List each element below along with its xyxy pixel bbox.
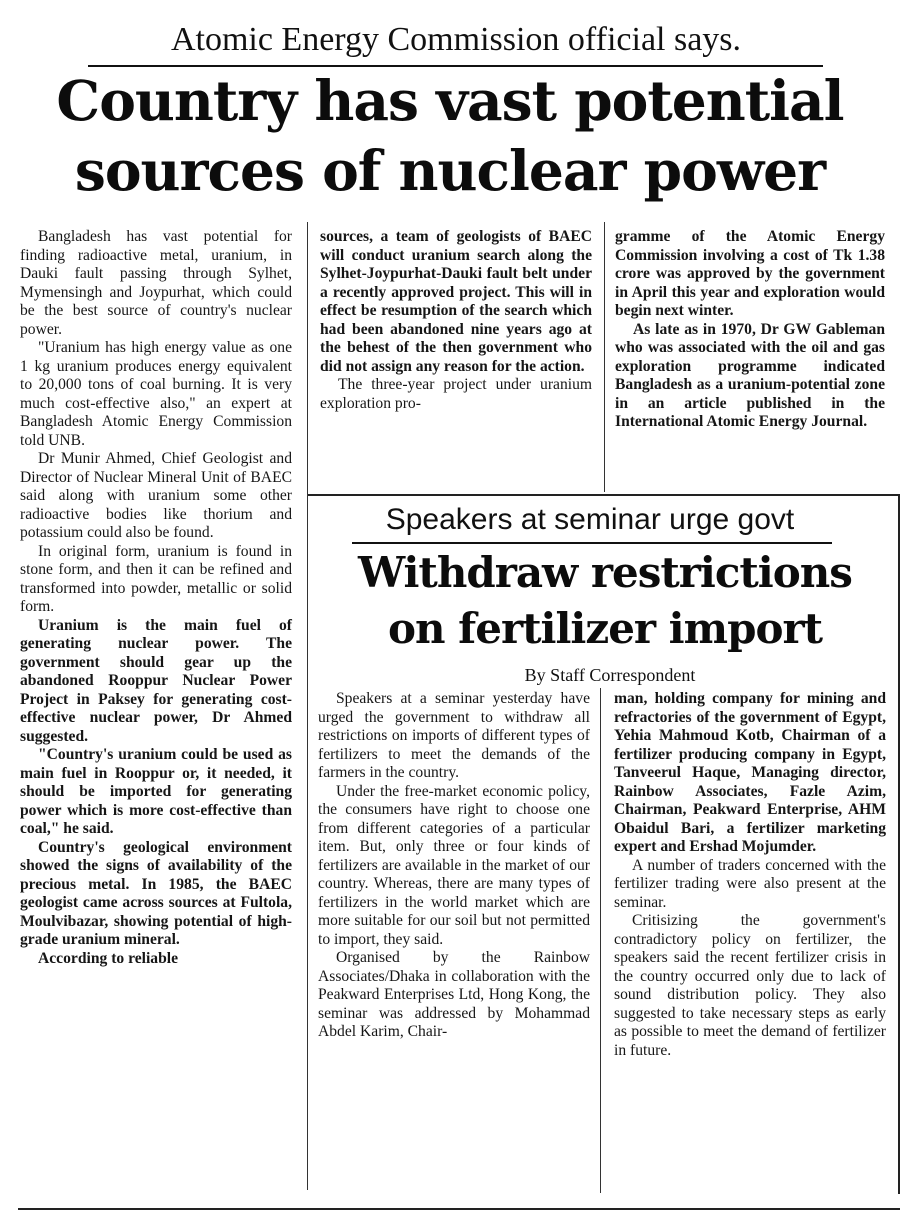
article1-headline bbox=[10, 66, 890, 206]
paragraph: "Country's uranium could be used as main fuel in Rooppur or, it needed, it should be imported for generating power which is more cost-effective than coal," he said. bbox=[20, 746, 292, 837]
article2-column-1 bbox=[318, 690, 590, 1190]
article1-column-1 bbox=[20, 228, 292, 1188]
paragraph: Uranium is the main fuel of generating nuclear power. The government should gear up the abandoned Rooppur Nuclear Power Project in Paksey for generating cost-effective nuclear power, Dr Ahmed suggested. bbox=[20, 616, 292, 745]
paragraph: sources, a team of geologists of BAEC will conduct uranium search along the Sylhet-Joypurhat-Dauki fault belt under a recently approved project. This will in effect be resumption of the search which had been abandoned nine years ago at the behest of the then government who did not assign any reason for the action. bbox=[320, 228, 592, 375]
paragraph: The three-year project under uranium exploration pro- bbox=[320, 376, 592, 412]
paragraph: "Uranium has high energy value as one 1 kg uranium produces energy equivalent to 20,000 tons of coal burning. It is very much cost-effective also," an expert at Bangladesh Atomic Energy Commission told UNB. bbox=[20, 339, 292, 449]
article1-headline-line1: Country has vast potential bbox=[56, 68, 844, 133]
byline: By Staff Correspondent bbox=[524, 665, 696, 685]
article2-box-border-top bbox=[308, 494, 900, 496]
article1-column-2 bbox=[320, 228, 592, 490]
paragraph: As late as in 1970, Dr GW Gableman who was associated with the oil and gas exploration programme indicated Bangladesh as a uranium-potential zone in an article published in the International Atomic Energy Journal. bbox=[615, 320, 885, 430]
paragraph: Speakers at a seminar yesterday have urged the government to withdraw all restrictions on imports of different types of fertilizers to meet the demands of the farmers in the country. bbox=[318, 690, 590, 781]
column-divider bbox=[307, 222, 308, 1190]
article1-column-3 bbox=[615, 228, 885, 490]
paragraph: Organised by the Rainbow Associates/Dhaka in collaboration with the Peakward Enterprises Ltd, Hong Kong, the seminar was addressed by Mohammad Abdel Karim, Chair- bbox=[318, 949, 590, 1040]
article2-column-2 bbox=[614, 690, 886, 1190]
paragraph: gramme of the Atomic Energy Commission involving a cost of Tk 1.38 crore was approved by the government in April this year and exploration would begin next winter. bbox=[615, 228, 885, 319]
kicker-underline bbox=[352, 542, 832, 544]
paragraph: Under the free-market economic policy, the consumers have right to choose one from different categories of a particular item. But, only three or four kinds of fertilizers are available in the market of our country. Whereas, there are many types of fertilizers in the world market which are more suitable for our soil but not permitted to import, they said. bbox=[318, 782, 590, 948]
article2-box-border-right bbox=[898, 494, 900, 1194]
paragraph: A number of traders concerned with the fertilizer trading were also present at the seminar. bbox=[614, 856, 886, 911]
paragraph: Country's geological environment showed the signs of availability of the precious metal. In 1985, the BAEC geologist came across sources at Fultola, Moulvibazar, showing potential of high-grade uranium mineral. bbox=[20, 838, 292, 948]
column-divider bbox=[604, 222, 605, 492]
paragraph: man, holding company for mining and refractories of the government of Egypt, Yehia Mahmoud Kotb, Chairman of a fertilizer producing company in Egypt, Tanveerul Haque, Managing director, Rainbow Associates, Fazle Azim, Chairman, Peakward Enterprise, AHM Obaidul Bari, a fertilizer marketing expert and Ershad Mojumder. bbox=[614, 690, 886, 855]
article2-headline-line2: on fertilizer import bbox=[388, 604, 822, 653]
paragraph: Bangladesh has vast potential for finding radioactive metal, uranium, in Dauki fault passing through Sylhet, Mymensingh and Joypurhat, which could be the best source of country's nuclear power. bbox=[20, 228, 292, 338]
bottom-rule bbox=[18, 1208, 900, 1210]
column-divider bbox=[600, 688, 601, 1193]
article1-kicker: Atomic Energy Commission official says. bbox=[170, 21, 742, 58]
article2-headline-line1: Withdraw restrictions bbox=[358, 548, 852, 597]
article1-headline-line2: sources of nuclear power bbox=[74, 138, 826, 203]
paragraph: Critisizing the government's contradictory policy on fertilizer, the speakers said the recent fertilizer crisis in the country occurred only due to lack of sound distribution policy. They also suggested to take necessary steps as early as possible to meet the demand of fertilizer in future. bbox=[614, 912, 886, 1059]
paragraph: Dr Munir Ahmed, Chief Geologist and Director of Nuclear Mineral Unit of BAEC said along with uranium some other radioactive bodies like thorium and potassium could also be found. bbox=[20, 450, 292, 541]
article2-kicker: Speakers at seminar urge govt bbox=[385, 503, 795, 536]
paragraph: In original form, uranium is found in stone form, and then it can be refined and transformed into powder, metallic or solid form. bbox=[20, 542, 292, 615]
paragraph: According to reliable bbox=[38, 949, 179, 967]
article2-headline bbox=[316, 545, 894, 657]
